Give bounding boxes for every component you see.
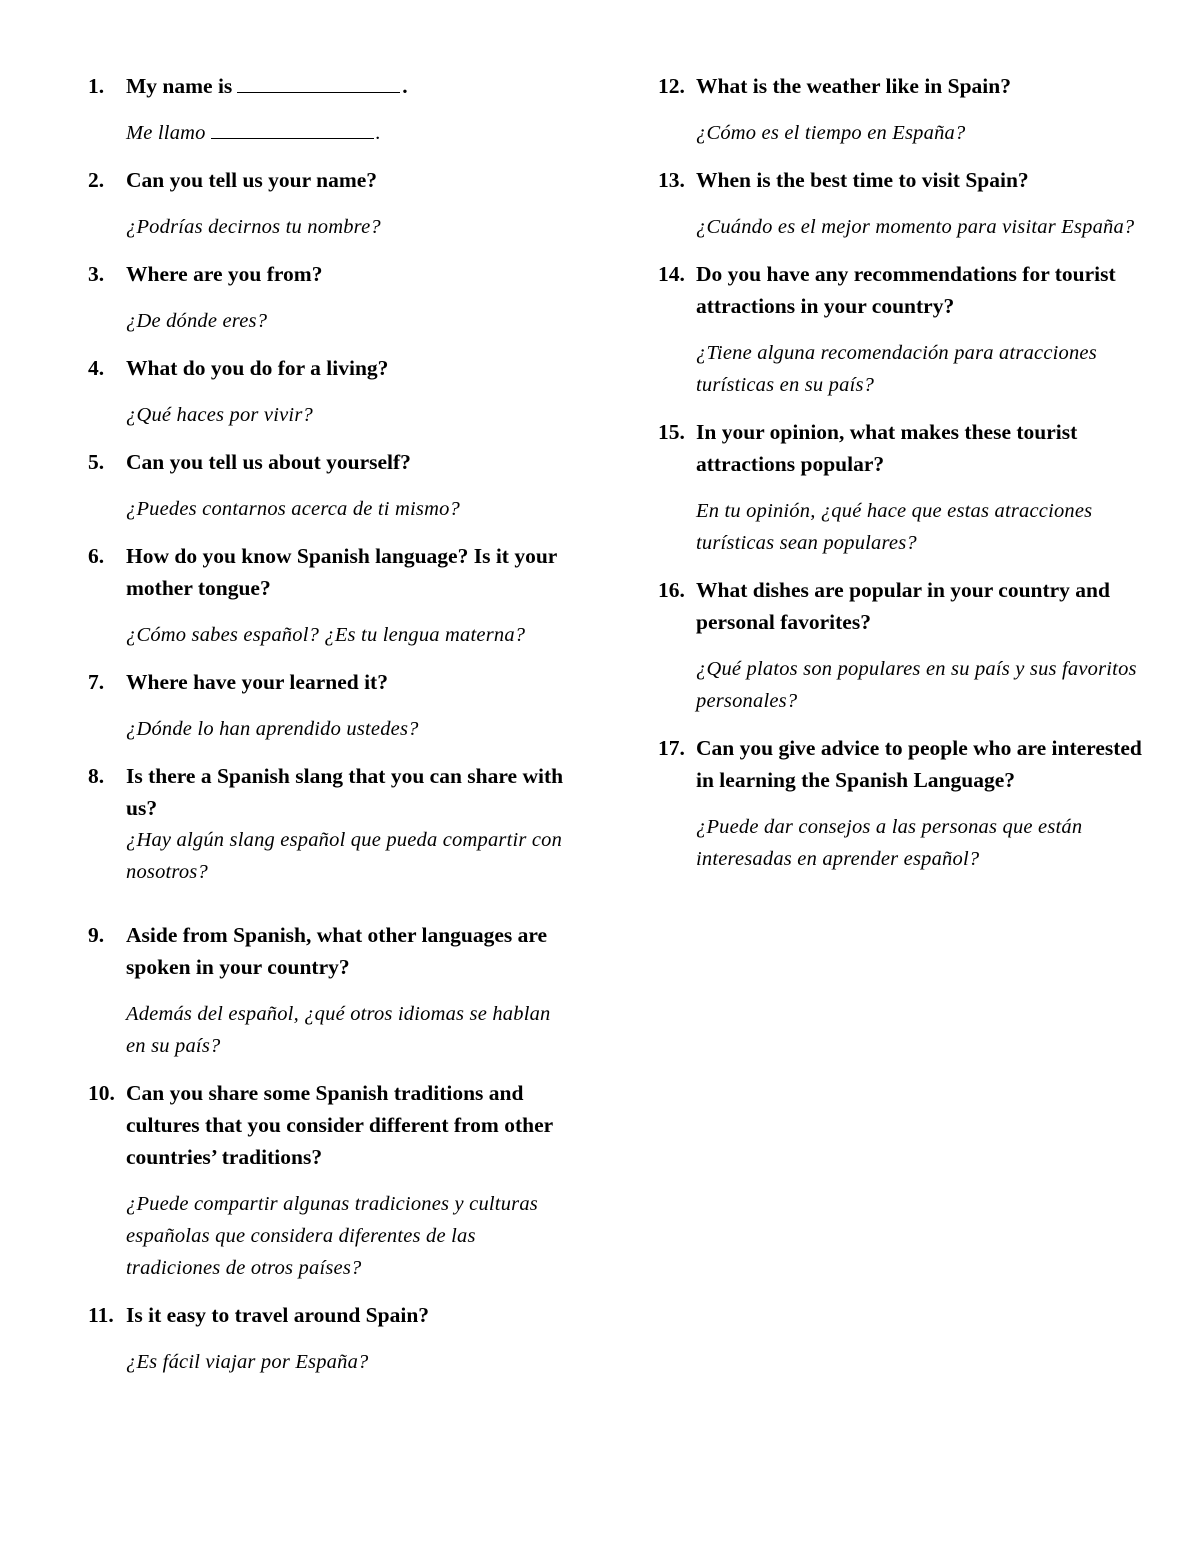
question-number: 11. — [88, 1303, 114, 1327]
question-number: 13. — [658, 168, 685, 192]
question-text: How do you know Spanish language? Is it your mother tongue? — [126, 544, 557, 600]
question-text: What is the weather like in Spain? — [696, 74, 1011, 98]
question-text: Where are you from? — [126, 262, 323, 286]
question-item — [88, 164, 568, 243]
question-item — [88, 258, 568, 337]
question-number: 4. — [88, 356, 105, 380]
translation-text: ¿Puedes contarnos acerca de ti mismo? — [126, 498, 461, 520]
question-item — [88, 1299, 568, 1378]
translation-text: ¿Cuándo es el mejor momento para visitar España? — [696, 216, 1135, 238]
question-text: Can you share some Spanish traditions and cultures that you consider different from other countries’ traditions? — [126, 1081, 553, 1169]
translation-text: ¿Hay algún slang español que pueda compartir con nosotros? — [126, 829, 563, 883]
question-text — [126, 70, 568, 102]
question-number: 15. — [658, 420, 685, 444]
translation-prefix: Me llamo — [126, 122, 206, 144]
question-text: What dishes are popular in your country and personal favorites? — [696, 578, 1110, 634]
question-number: 7. — [88, 670, 105, 694]
translation-text: ¿Puede dar consejos a las personas que están interesadas en aprender español? — [696, 816, 1083, 870]
question-number: 8. — [88, 764, 105, 788]
translation-text: ¿Cómo es el tiempo en España? — [696, 122, 966, 144]
question-text: Aside from Spanish, what other languages are spoken in your country? — [126, 923, 548, 979]
question-text: What do you do for a living? — [126, 356, 389, 380]
translation-suffix: . — [375, 122, 381, 144]
question-prefix: My name is — [126, 74, 233, 98]
right-column — [658, 70, 1148, 875]
translation-text — [126, 117, 568, 149]
question-text: Where have your learned it? — [126, 670, 388, 694]
question-item — [88, 540, 568, 651]
translation-text: ¿Es fácil viajar por España? — [126, 1351, 369, 1373]
question-text: Can you give advice to people who are interested in learning the Spanish Language? — [696, 736, 1142, 792]
left-column — [88, 70, 568, 1378]
question-number: 5. — [88, 450, 105, 474]
question-number: 12. — [658, 74, 685, 98]
question-item — [88, 1077, 568, 1284]
question-item — [88, 919, 568, 1062]
translation-text: Además del español, ¿qué otros idiomas se hablan en su país? — [126, 1003, 551, 1057]
question-text: Do you have any recommendations for tourist attractions in your country? — [696, 262, 1116, 318]
question-item — [88, 352, 568, 431]
translation-text: ¿Dónde lo han aprendido ustedes? — [126, 718, 419, 740]
question-text: Is there a Spanish slang that you can share with us? — [126, 764, 564, 820]
question-number: 3. — [88, 262, 105, 286]
question-suffix: . — [402, 74, 408, 98]
question-text: In your opinion, what makes these tourist attractions popular? — [696, 420, 1078, 476]
question-number: 2. — [88, 168, 105, 192]
question-item — [658, 70, 1148, 149]
question-item — [88, 446, 568, 525]
question-item — [658, 258, 1148, 401]
question-number: 17. — [658, 736, 685, 760]
translation-text: En tu opinión, ¿qué hace que estas atracciones turísticas sean populares? — [696, 500, 1093, 554]
question-text: Can you tell us your name? — [126, 168, 378, 192]
question-item — [88, 760, 568, 888]
question-number: 1. — [88, 74, 105, 98]
question-item — [88, 666, 568, 745]
question-number: 14. — [658, 262, 685, 286]
question-item — [88, 70, 568, 149]
question-item — [658, 574, 1148, 717]
question-number: 9. — [88, 923, 105, 947]
translation-text: ¿Qué platos son populares en su país y sus favoritos personales? — [696, 658, 1137, 712]
question-number: 10. — [88, 1081, 115, 1105]
question-text: Is it easy to travel around Spain? — [126, 1303, 430, 1327]
question-item — [658, 416, 1148, 559]
question-item — [658, 164, 1148, 243]
blank-line — [237, 91, 400, 93]
translation-text: ¿Podrías decirnos tu nombre? — [126, 216, 381, 238]
translation-text: ¿Cómo sabes español? ¿Es tu lengua materna? — [126, 624, 526, 646]
question-item — [658, 732, 1148, 875]
question-text: When is the best time to visit Spain? — [696, 168, 1029, 192]
question-number: 6. — [88, 544, 105, 568]
translation-text: ¿Tiene alguna recomendación para atracciones turísticas en su país? — [696, 342, 1097, 396]
translation-text: ¿Puede compartir algunas tradiciones y culturas españolas que considera diferentes de las tradiciones de otros países? — [126, 1193, 538, 1279]
translation-text: ¿De dónde eres? — [126, 310, 268, 332]
blank-line — [211, 137, 374, 139]
question-text: Can you tell us about yourself? — [126, 450, 411, 474]
question-number: 16. — [658, 578, 685, 602]
translation-text: ¿Qué haces por vivir? — [126, 404, 313, 426]
